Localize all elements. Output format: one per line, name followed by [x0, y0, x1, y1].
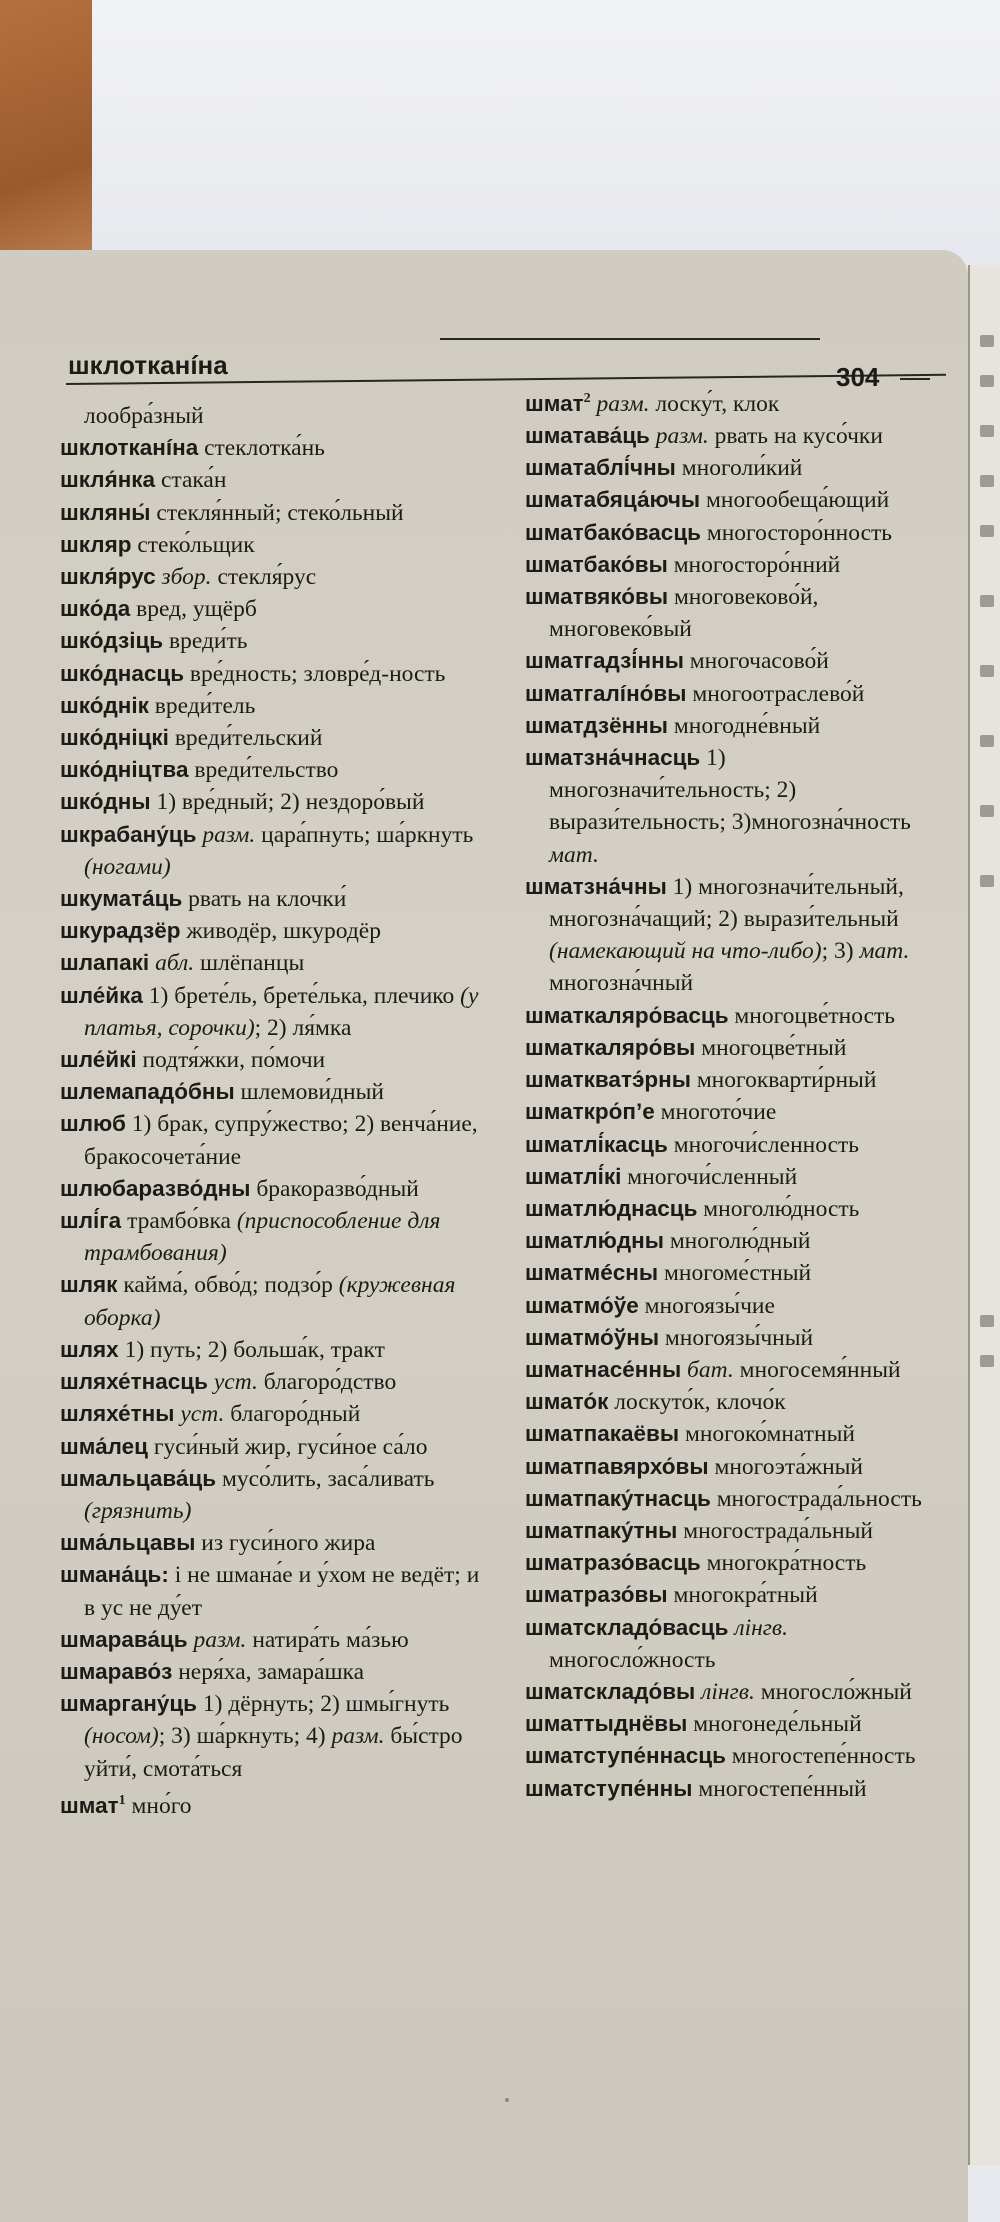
headword: шле́йкі [60, 1047, 137, 1073]
translation: многоли́кий [681, 455, 803, 482]
dictionary-entry [60, 819, 490, 883]
dictionary-entry [525, 549, 935, 581]
headword: шма́лец [60, 1433, 148, 1459]
dictionary-entry [60, 690, 490, 722]
translation: многочи́сленный [627, 1163, 798, 1190]
translation: многострада́льность [716, 1485, 922, 1512]
dictionary-entry [60, 1366, 490, 1398]
translation: вре́дность; зловре́д-ность [189, 660, 446, 687]
headword: шматбако́вы [525, 551, 668, 577]
headword: шкуматáць [60, 886, 183, 912]
headword: шматпаку́тнасць [525, 1485, 711, 1511]
dictionary-entry [60, 1785, 490, 1822]
dictionary-entry [525, 645, 935, 677]
translation: многостепе́нный [698, 1775, 867, 1802]
dictionary-entry [525, 517, 935, 549]
headword: шматкро́п’е [525, 1099, 655, 1125]
translation: 1) путь; 2) больша́к, тракт [124, 1336, 385, 1363]
translation: многочи́сленность [673, 1131, 859, 1158]
usage-label: разм. [596, 390, 650, 417]
translation: стекля́нный; стеко́льный [156, 499, 404, 526]
homonym-index: 1 [118, 1792, 126, 1808]
headword: шматкаляро́вы [525, 1034, 696, 1060]
usage-label: разм. [655, 423, 709, 450]
headword: шлюбаразво́дны [60, 1175, 251, 1201]
translation: многоцве́тность [734, 1002, 895, 1029]
dictionary-entry [60, 915, 490, 947]
dictionary-entry [525, 1000, 935, 1032]
headword: шматзна́чны [525, 873, 667, 899]
translation: многосемя́нный [739, 1356, 901, 1383]
dictionary-entry [525, 678, 935, 710]
dictionary-entry [60, 1431, 490, 1463]
dictionary-entry [525, 1515, 935, 1547]
translation: многоязы́чный [664, 1324, 814, 1351]
translation: живодёр, шкуродёр [186, 918, 381, 945]
dictionary-entry [60, 625, 490, 657]
usage-label: збор. [161, 564, 212, 591]
dictionary-entry [60, 980, 490, 1044]
translation: шлёпанцы [200, 950, 305, 977]
headword: шко́дны [60, 789, 151, 815]
usage-label: разм. [331, 1723, 385, 1750]
headword: шматступе́ннасць [525, 1743, 726, 1769]
translation: многоцве́тный [701, 1034, 847, 1061]
headword: шко́да [60, 596, 131, 622]
headword: шкля́нка [60, 467, 156, 493]
dictionary-entry [525, 1064, 935, 1096]
headword: шмаргану́ць [60, 1691, 198, 1717]
headword: шмана́ць: [60, 1562, 169, 1588]
translation: многозна́чность [751, 809, 911, 836]
headword: шлях [60, 1336, 119, 1362]
headword: шматбако́васць [525, 519, 701, 545]
headword: шляхе́тнасць [60, 1369, 208, 1395]
translation: многоязы́чие [644, 1292, 775, 1319]
headword: шматразо́вы [525, 1582, 668, 1608]
translation: многочасово́й [689, 648, 829, 675]
translation: 1) вре́дный; 2) нездоро́вый [156, 789, 425, 816]
headword: шкурадзёр [60, 918, 181, 944]
headword: шмарaво́з [60, 1658, 173, 1684]
translation: из гуси́ного жира [201, 1530, 376, 1557]
headword: шматкватэ́рны [525, 1067, 691, 1093]
dictionary-entry [525, 1451, 935, 1483]
headword: шма́льцавы [60, 1530, 196, 1556]
dictionary-entry [60, 658, 490, 690]
dictionary-entry [525, 420, 935, 452]
translation: гуси́ный жир, гуси́ное са́ло [153, 1433, 428, 1460]
translation: многокра́тность [706, 1550, 867, 1577]
dictionary-entry [525, 742, 935, 871]
dictionary-entry [525, 1129, 935, 1161]
translation: лообра́зный [84, 403, 204, 429]
headword: шматлю́днасць [525, 1195, 698, 1221]
headword: шлі́га [60, 1208, 122, 1234]
usage-label: разм. [202, 821, 256, 848]
dictionary-entry [60, 722, 490, 754]
dictionary-entry [60, 947, 490, 979]
headword: шматпакаёвы [525, 1421, 680, 1447]
translation: лоску́т, клок [655, 390, 780, 417]
translation: стекля́рус [217, 564, 317, 591]
translation: многокра́тный [673, 1582, 818, 1609]
headword: шляхе́тны [60, 1401, 175, 1427]
dictionary-entry [525, 1612, 935, 1676]
dictionary-entry [525, 1418, 935, 1450]
translation: ; 3) [821, 938, 854, 965]
headword: шматмо́ўе [525, 1292, 639, 1318]
headword: шматава́ць [525, 423, 650, 449]
gloss-note: (намекающий на что-либо) [549, 938, 822, 965]
headword: шлемападо́бны [60, 1079, 235, 1105]
translation: цара́пнуть; ша́ркнуть [261, 821, 474, 848]
usage-label: разм. [193, 1626, 247, 1653]
translation: ; 2) ля́мка [254, 1014, 352, 1041]
right-column [525, 383, 935, 1805]
headword: шматабяца́ючы [525, 487, 701, 513]
headword: шко́дніцтва [60, 757, 189, 783]
headword: шматлю́дны [525, 1228, 664, 1254]
dictionary-entry [525, 871, 935, 1000]
usage-label: лінгв. [701, 1678, 755, 1705]
translation: многосторо́нность [706, 519, 892, 546]
headword: шляк [60, 1272, 118, 1298]
dictionary-entry [525, 452, 935, 484]
dictionary-entry [525, 1579, 935, 1611]
translation: вреди́тельство [194, 757, 339, 784]
translation: многоотраслево́й [692, 680, 865, 707]
translation: многообеща́ющий [706, 487, 890, 514]
dictionary-entry [525, 1257, 935, 1289]
usage-label: мат. [859, 938, 910, 965]
headword: шматмéсны [525, 1260, 659, 1286]
translation: вреди́тель [154, 692, 256, 719]
dictionary-entry [60, 1076, 490, 1108]
headword: шматнасе́нны [525, 1356, 682, 1382]
translation: і не шмана́е и у́хом не ведёт; и в ус не ду́ет [84, 1562, 480, 1621]
usage-label: уст. [213, 1369, 258, 1396]
dictionary-entry [60, 1398, 490, 1430]
dictionary-entry [60, 786, 490, 818]
translation: кайма́, обво́д; подзо́р [123, 1272, 333, 1299]
dictionary-entry [60, 400, 490, 432]
gloss-note: (кружевная оборка) [84, 1272, 456, 1331]
headword: шлюб [60, 1111, 126, 1137]
dictionary-entry [60, 1656, 490, 1688]
gloss-note: (носом) [84, 1723, 159, 1750]
headword: шматмо́ўны [525, 1324, 660, 1350]
dictionary-entry [60, 754, 490, 786]
dictionary-entry [60, 883, 490, 915]
translation: многонеде́льный [693, 1711, 862, 1738]
dictionary-entry [60, 1624, 490, 1656]
headword: шматступе́нны [525, 1775, 693, 1801]
translation: лоскуто́к, клочо́к [614, 1389, 786, 1416]
running-title: шклотканíна [68, 350, 228, 380]
dictionary-entry [60, 1269, 490, 1333]
headword: шматскладо́вы [525, 1678, 696, 1704]
headword: шматлі́касць [525, 1131, 668, 1157]
headword: шматдзённы [525, 712, 668, 738]
translation: стака́н [160, 467, 227, 494]
translation: шлемови́дный [240, 1079, 384, 1106]
dictionary-entry [525, 1708, 935, 1740]
dictionary-entry [525, 1193, 935, 1225]
dictionary-entry [60, 1044, 490, 1076]
headword: шкляр [60, 531, 132, 557]
translation: вред, ущёрб [136, 596, 257, 623]
translation: ; 3) ша́ркнуть; 4) [158, 1723, 326, 1750]
translation: многосло́жный [760, 1678, 912, 1705]
dictionary-entry [60, 593, 490, 625]
header-rule [440, 338, 820, 340]
headword: шматгадзі́нны [525, 648, 684, 674]
headword: шматвяко́вы [525, 584, 669, 610]
translation: вреди́тельский [174, 725, 323, 752]
translation: многострада́льный [683, 1517, 873, 1544]
translation: вреди́ть [169, 628, 248, 655]
headword: шматразо́васць [525, 1550, 701, 1576]
translation: 1) многозначи́тельность; 2) вырази́тельность; 3) [549, 745, 797, 836]
headword: шкрабану́ць [60, 821, 197, 847]
gloss-note: (ногами) [84, 853, 171, 880]
dictionary-entry [525, 1547, 935, 1579]
translation: многозна́чный [549, 970, 694, 997]
dictionary-entry [525, 1225, 935, 1257]
translation: многоко́мнатный [684, 1421, 855, 1448]
translation: натира́ть ма́зью [252, 1626, 409, 1653]
headword: шматгалíно́вы [525, 680, 687, 706]
translation: 1) многозначи́тельный, многозна́чащий; 2) вырази́тельный [549, 873, 904, 933]
dictionary-entry [60, 1334, 490, 1366]
left-column [60, 400, 490, 1822]
page-speck [505, 2098, 509, 2102]
translation: благоро́дный [230, 1401, 361, 1428]
headword: шмарава́ць [60, 1626, 188, 1652]
dictionary-entry [60, 561, 490, 593]
dictionary-entry [60, 1527, 490, 1559]
dictionary-entry [525, 1483, 935, 1515]
headword: шматаблі́чны [525, 455, 676, 481]
dictionary-entry [525, 383, 935, 420]
dictionary-entry [525, 484, 935, 516]
dictionary-entry [525, 1354, 935, 1386]
dictionary-entry [60, 464, 490, 496]
dictionary-entry [60, 1173, 490, 1205]
dictionary-entry [60, 1688, 490, 1785]
dictionary-entry [525, 1773, 935, 1805]
headword: шматзна́чнасць [525, 745, 701, 771]
translation: 1) дёрнуть; 2) шмы́гнуть [202, 1691, 450, 1718]
dictionary-entry [60, 1463, 490, 1527]
dictionary-entry [525, 1676, 935, 1708]
dictionary-entry [525, 1096, 935, 1128]
headword: шко́днік [60, 692, 149, 718]
usage-label: лінгв. [734, 1614, 789, 1641]
headword: шмат [60, 1792, 119, 1818]
usage-label: абл. [155, 950, 195, 977]
translation: многолю́дность [703, 1195, 860, 1222]
dictionary-entry [525, 710, 935, 742]
next-page-edge [968, 265, 1000, 2165]
homonym-index: 2 [583, 391, 591, 406]
translation: многосло́жность [549, 1646, 716, 1673]
headword: шкля́рус [60, 564, 156, 590]
headword: шко́днасць [60, 660, 185, 686]
dictionary-entry [60, 1559, 490, 1623]
translation: многосторо́нний [673, 551, 841, 578]
dictionary-entry [525, 1322, 935, 1354]
translation: 1) брак, супру́жество; 2) венча́ние, бракосочета́ние [84, 1111, 478, 1170]
gloss-note: (приспособление для трамбования) [84, 1208, 441, 1267]
dictionary-entry [60, 497, 490, 529]
usage-label: бат. [687, 1356, 734, 1383]
headword: шматпавярхо́вы [525, 1453, 709, 1479]
headword: шматкаляро́васць [525, 1002, 729, 1028]
gloss-note: (у платья, сорочки) [84, 982, 479, 1041]
headword: шмато́к [525, 1389, 609, 1415]
dictionary-entry [525, 1386, 935, 1418]
headword: шматтыднёвы [525, 1711, 688, 1737]
translation: многокварти́рный [696, 1067, 877, 1094]
dictionary-entry [525, 1032, 935, 1064]
dictionary-entry [525, 1740, 935, 1772]
dictionary-entry [60, 529, 490, 561]
translation: неря́ха, замара́шка [178, 1658, 365, 1685]
translation: бы́стро уйти́, смота́ться [84, 1723, 463, 1782]
dictionary-entry [60, 1108, 490, 1172]
headword: шклотканíна [60, 435, 199, 461]
dictionary-entry [60, 1205, 490, 1269]
headword: шле́йка [60, 982, 143, 1008]
headword: шмальцава́ць [60, 1465, 217, 1491]
translation: многодне́вный [673, 712, 821, 739]
usage-label: уст. [180, 1401, 225, 1428]
translation: многоме́стный [664, 1260, 812, 1287]
headword: шматскладо́васць [525, 1614, 729, 1640]
headword: шматлі́кі [525, 1163, 622, 1189]
page-number: 304 [836, 362, 880, 392]
translation: многото́чие [660, 1099, 777, 1126]
translation: рвать на клочки́ [188, 886, 347, 913]
headword: шкляны́ [60, 499, 151, 525]
dictionary-entry [60, 432, 490, 464]
headword: шлапакі [60, 950, 150, 976]
gloss-note: (грязнить) [84, 1497, 192, 1524]
usage-label: мат. [549, 841, 599, 868]
translation: стеко́льщик [137, 531, 255, 558]
translation: стеклотка́нь [204, 435, 325, 462]
translation: бракоразво́дный [256, 1175, 419, 1202]
translation: подтя́жки, по́мочи [142, 1047, 326, 1074]
translation: многостепе́нность [731, 1743, 916, 1770]
dictionary-entry [525, 1161, 935, 1193]
translation: многовеково́й, многовеко́вый [549, 584, 819, 643]
translation: рвать на кусо́чки [714, 423, 883, 450]
translation: многоэта́жный [714, 1453, 864, 1480]
translation: 1) брете́ль, брете́лька, плечико [148, 982, 455, 1009]
header-rule-right [900, 378, 930, 380]
headword: шко́дзіць [60, 628, 164, 654]
headword: шмат [525, 390, 584, 416]
translation: трамбо́вка [127, 1208, 231, 1235]
dictionary-entry [525, 581, 935, 645]
translation: многолю́дный [669, 1228, 811, 1255]
headword: шматпаку́тны [525, 1517, 678, 1543]
translation: мно́го [131, 1792, 192, 1819]
headword: шко́дніцкі [60, 725, 169, 751]
translation: мусо́лить, заса́ливать [221, 1465, 435, 1492]
translation: благоро́дство [263, 1369, 397, 1396]
dictionary-entry [525, 1290, 935, 1322]
table-surface [0, 0, 92, 290]
